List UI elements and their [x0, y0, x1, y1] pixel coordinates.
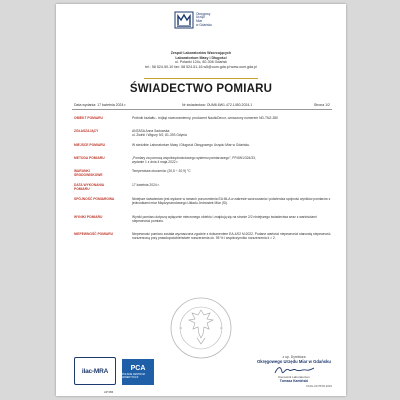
signature-block: [252, 355, 336, 383]
certificate-page: [56, 4, 346, 396]
logo-line: Urząd: [196, 15, 205, 20]
pca-subtitle: POLSKIE CENTRUM AKREDYTACJI: [122, 373, 145, 379]
logo-line: Miar: [196, 19, 203, 23]
oum-logo: [174, 10, 212, 30]
section-label: NIEPEWNOŚĆ POMIARU: [74, 232, 114, 236]
accreditation-number: AP 086: [104, 390, 114, 394]
accreditation-logos: [74, 357, 154, 385]
pca-mark: PCA: [130, 365, 146, 372]
section-label: OBIEKT POMIARU: [74, 116, 103, 120]
section-value: Niepewność pomiaru została wyznaczona zgodnie z dokumentem EA-4/02 M:2022. Podane wartości niepewności stanowią niepewność rozszerzoną przy prawdopodobieństwie rozszerzenia ok. 95 % i współczynniku rozszerzenia k = 2.: [132, 232, 331, 241]
section-value: Wyniki pomiaru dotyczą wyłącznie mierzonego obiektu i znajdują się na stronie 2/2 niniejszego świadectwa wraz z wartościami niepewności pomiaru.: [132, 215, 317, 224]
section-label: WARUNKI ŚRODOWISKOWE: [74, 169, 103, 178]
document-title: ŚWIADECTWO POMIARU: [129, 83, 273, 95]
section-value: „Pomiary za pomocą współrzędnościowego systemu pomiarowego", PP.6W1/324/33, wydanie 1 z dnia 4 maja 2022 r.: [132, 156, 256, 165]
signature-role: Kierownik Laboratorium: [278, 375, 310, 379]
section-label: ZGŁASZAJĄCY: [74, 129, 99, 133]
logo-line: w Gdańsku: [196, 22, 212, 27]
meta-divider: [72, 109, 332, 110]
section-value: 17 kwietnia 2024 r.: [132, 183, 160, 187]
eagle-seal-icon: [169, 296, 233, 360]
logo-line: Okręgowy: [196, 11, 211, 16]
institution-address: ul. Polanki 124c, 80-308 Gdańsk: [175, 60, 227, 65]
section-label: DATA WYKONANIA POMIARU: [74, 183, 105, 192]
certificate-number: Nr świadectwa: OUM6.6W1.472.1450.2024.1: [182, 103, 253, 107]
section-value: ANTASA Anna Sadowska ul. Żwirki i Wigury 9/2, 81-393 Gdynia: [132, 129, 187, 138]
issue-date: Data wydania: 17 kwietnia 2024 r.: [74, 103, 127, 107]
section-label: WYNIKI POMIARU: [74, 215, 103, 219]
laboratory-name: Laboratorium Masy i Długości: [175, 55, 227, 60]
section-value: Niniejsze świadectwo jest wydane w ramach porozumienia EA MLA w zakresie wzorcowania i potwierdza spójność wyników pomiarów z jednostkami miar Międzynarodowego Układu Jednostek Miar (SI).: [132, 197, 331, 206]
institution-header: [56, 51, 346, 69]
page-number: Strona 1/2: [313, 103, 330, 107]
institution-name: Zespół Laboratoriów Wzorcujących: [170, 51, 232, 55]
section-label: MIEJSCE POMIARU: [74, 143, 105, 147]
oum-emblem-icon: [174, 10, 194, 30]
signature-on-behalf: z up. Dyrektora: [282, 355, 306, 359]
form-identifier: F10H-01/78/03.2023: [306, 384, 332, 388]
section-value: Temperatura otoczenia: (20,5 ÷ 20,9) °C: [132, 169, 191, 173]
ilac-mra-logo: ilac-MRA: [74, 357, 116, 385]
signature-office: Okręgowego Urzędu Miar w Gdańsku: [257, 359, 331, 364]
logo-text: [196, 13, 212, 27]
section-label: SPÓJNOŚĆ POMIAROWA: [74, 197, 115, 201]
header-divider: [144, 78, 258, 79]
signature-name: Tomasz Kamiński: [279, 379, 309, 383]
section-value: Próbnik kształtu - trójkąt równoramienny, producent NauticDecor, oznaczony numerem ND-TNZ-280: [132, 116, 278, 120]
official-seal-stamp: [169, 296, 233, 360]
pca-logo: [122, 359, 154, 385]
certificate-meta: [72, 101, 332, 109]
institution-contact: tel.: 58 524-50-10 fax: 58 524-51-16 w5@oum.gda.pl www.oum.gda.pl: [145, 64, 257, 69]
section-label: METODA POMIARU: [74, 156, 105, 160]
section-value: W siedzibie Laboratorium Masy i Długości Okręgowego Urzędu Miar w Gdańsku.: [132, 143, 251, 147]
